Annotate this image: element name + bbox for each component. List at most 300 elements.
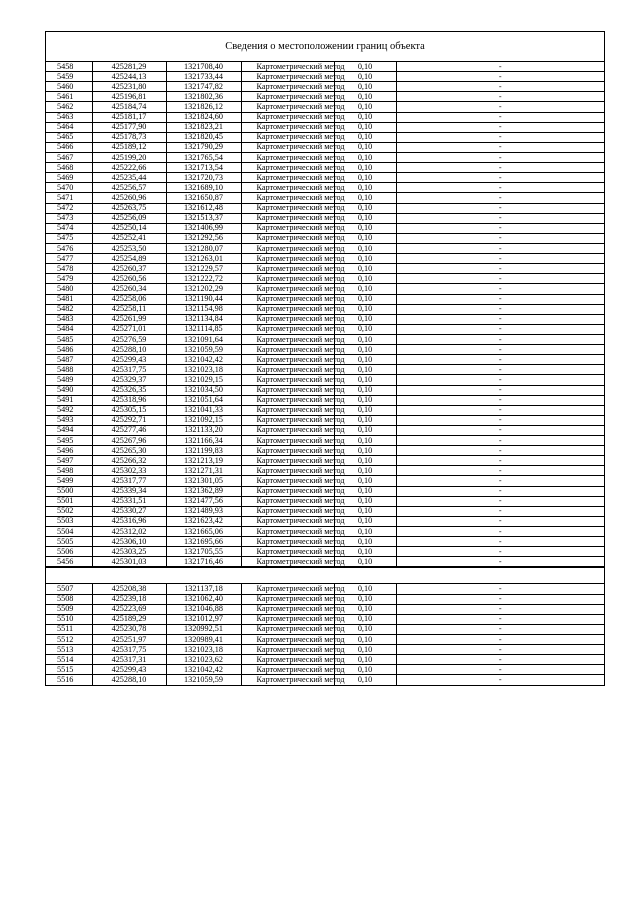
description-cell: - (396, 425, 604, 435)
table-row (46, 466, 604, 476)
y-coordinate-cell: 1321091,64 (166, 334, 241, 344)
method-cell: Картометрический метод (241, 624, 334, 634)
description-cell: - (396, 112, 604, 122)
method-cell: Картометрический метод (241, 375, 334, 385)
section-separator (46, 567, 604, 584)
accuracy-cell: 0,10 (334, 233, 396, 243)
accuracy-cell: 0,10 (334, 82, 396, 92)
coordinates-table (46, 584, 604, 684)
y-coordinate-cell: 1321023,62 (166, 655, 241, 665)
x-coordinate-cell: 425316,96 (92, 516, 166, 526)
y-coordinate-cell: 1321713,54 (166, 163, 241, 173)
method-cell: Картометрический метод (241, 655, 334, 665)
point-number-cell: 5477 (46, 254, 92, 264)
accuracy-cell: 0,10 (334, 506, 396, 516)
table-row (46, 233, 604, 243)
accuracy-cell: 0,10 (334, 456, 396, 466)
x-coordinate-cell: 425271,01 (92, 324, 166, 334)
accuracy-cell: 0,10 (334, 304, 396, 314)
method-cell: Картометрический метод (241, 456, 334, 466)
method-cell: Картометрический метод (241, 243, 334, 253)
description-cell: - (396, 163, 604, 173)
table-row (46, 395, 604, 405)
y-coordinate-cell: 1321271,31 (166, 466, 241, 476)
method-cell: Картометрический метод (241, 122, 334, 132)
method-cell: Картометрический метод (241, 92, 334, 102)
point-number-cell: 5473 (46, 213, 92, 223)
x-coordinate-cell: 425189,29 (92, 614, 166, 624)
point-number-cell: 5476 (46, 243, 92, 253)
point-number-cell: 5491 (46, 395, 92, 405)
y-coordinate-cell: 1321029,15 (166, 375, 241, 385)
table-row (46, 122, 604, 132)
y-coordinate-cell: 1321301,05 (166, 476, 241, 486)
accuracy-cell: 0,10 (334, 476, 396, 486)
point-number-cell: 5489 (46, 375, 92, 385)
y-coordinate-cell: 1321362,89 (166, 486, 241, 496)
y-coordinate-cell: 1321051,64 (166, 395, 241, 405)
y-coordinate-cell: 1321134,84 (166, 314, 241, 324)
accuracy-cell: 0,10 (334, 537, 396, 547)
x-coordinate-cell: 425281,29 (92, 62, 166, 72)
point-number-cell: 5506 (46, 547, 92, 557)
description-cell: - (396, 624, 604, 634)
y-coordinate-cell: 1321513,37 (166, 213, 241, 223)
method-cell: Картометрический метод (241, 557, 334, 567)
accuracy-cell: 0,10 (334, 594, 396, 604)
x-coordinate-cell: 425177,90 (92, 122, 166, 132)
method-cell: Картометрический метод (241, 294, 334, 304)
method-cell: Картометрический метод (241, 142, 334, 152)
method-cell: Картометрический метод (241, 163, 334, 173)
method-cell: Картометрический метод (241, 486, 334, 496)
x-coordinate-cell: 425261,99 (92, 314, 166, 324)
method-cell: Картометрический метод (241, 274, 334, 284)
x-coordinate-cell: 425317,31 (92, 655, 166, 665)
table-row (46, 655, 604, 665)
x-coordinate-cell: 425235,44 (92, 173, 166, 183)
x-coordinate-cell: 425265,30 (92, 446, 166, 456)
table-row (46, 375, 604, 385)
method-cell: Картометрический метод (241, 334, 334, 344)
method-cell: Картометрический метод (241, 436, 334, 446)
y-coordinate-cell: 1321280,07 (166, 243, 241, 253)
method-cell: Картометрический метод (241, 284, 334, 294)
y-coordinate-cell: 1321042,42 (166, 355, 241, 365)
method-cell: Картометрический метод (241, 415, 334, 425)
accuracy-cell: 0,10 (334, 446, 396, 456)
y-coordinate-cell: 1321623,42 (166, 516, 241, 526)
table-row (46, 355, 604, 365)
method-cell: Картометрический метод (241, 614, 334, 624)
y-coordinate-cell: 1321166,34 (166, 436, 241, 446)
point-number-cell: 5512 (46, 635, 92, 645)
y-coordinate-cell: 1321137,18 (166, 584, 241, 594)
accuracy-cell: 0,10 (334, 547, 396, 557)
x-coordinate-cell: 425222,66 (92, 163, 166, 173)
table-row (46, 665, 604, 675)
y-coordinate-cell: 1321477,56 (166, 496, 241, 506)
point-number-cell: 5500 (46, 486, 92, 496)
point-number-cell: 5516 (46, 675, 92, 685)
y-coordinate-cell: 1321689,10 (166, 183, 241, 193)
accuracy-cell: 0,10 (334, 324, 396, 334)
accuracy-cell: 0,10 (334, 183, 396, 193)
accuracy-cell: 0,10 (334, 203, 396, 213)
x-coordinate-cell: 425339,34 (92, 486, 166, 496)
x-coordinate-cell: 425196,81 (92, 92, 166, 102)
description-cell: - (396, 193, 604, 203)
x-coordinate-cell: 425254,89 (92, 254, 166, 264)
x-coordinate-cell: 425276,59 (92, 334, 166, 344)
description-cell: - (396, 294, 604, 304)
description-cell: - (396, 516, 604, 526)
y-coordinate-cell: 1321202,29 (166, 284, 241, 294)
point-number-cell: 5492 (46, 405, 92, 415)
accuracy-cell: 0,10 (334, 264, 396, 274)
y-coordinate-cell: 1321489,93 (166, 506, 241, 516)
coordinates-tables (46, 62, 604, 685)
y-coordinate-cell: 1321720,73 (166, 173, 241, 183)
table-row (46, 152, 604, 162)
description-cell: - (396, 635, 604, 645)
point-number-cell: 5461 (46, 92, 92, 102)
description-cell: - (396, 92, 604, 102)
point-number-cell: 5498 (46, 466, 92, 476)
description-cell: - (396, 152, 604, 162)
point-number-cell: 5481 (46, 294, 92, 304)
point-number-cell: 5503 (46, 516, 92, 526)
description-cell: - (396, 213, 604, 223)
coordinates-table (46, 62, 604, 567)
table-row (46, 163, 604, 173)
accuracy-cell: 0,10 (334, 425, 396, 435)
method-cell: Картометрический метод (241, 635, 334, 645)
method-cell: Картометрический метод (241, 82, 334, 92)
table-row (46, 274, 604, 284)
description-cell: - (396, 375, 604, 385)
point-number-cell: 5480 (46, 284, 92, 294)
method-cell: Картометрический метод (241, 547, 334, 557)
x-coordinate-cell: 425267,96 (92, 436, 166, 446)
accuracy-cell: 0,10 (334, 173, 396, 183)
point-number-cell: 5467 (46, 152, 92, 162)
y-coordinate-cell: 1321023,18 (166, 365, 241, 375)
y-coordinate-cell: 1321190,44 (166, 294, 241, 304)
description-cell: - (396, 203, 604, 213)
table-row (46, 405, 604, 415)
point-number-cell: 5465 (46, 132, 92, 142)
point-number-cell: 5515 (46, 665, 92, 675)
method-cell: Картометрический метод (241, 476, 334, 486)
description-cell: - (396, 345, 604, 355)
method-cell: Картометрический метод (241, 537, 334, 547)
accuracy-cell: 0,10 (334, 62, 396, 72)
table-row (46, 645, 604, 655)
x-coordinate-cell: 425317,77 (92, 476, 166, 486)
point-number-cell: 5456 (46, 557, 92, 567)
y-coordinate-cell: 1321747,82 (166, 82, 241, 92)
point-number-cell: 5508 (46, 594, 92, 604)
table-row (46, 82, 604, 92)
accuracy-cell: 0,10 (334, 557, 396, 567)
x-coordinate-cell: 425199,20 (92, 152, 166, 162)
accuracy-cell: 0,10 (334, 675, 396, 685)
accuracy-cell: 0,10 (334, 584, 396, 594)
table-row (46, 547, 604, 557)
boundary-coordinates-sheet (45, 31, 605, 686)
point-number-cell: 5510 (46, 614, 92, 624)
description-cell: - (396, 405, 604, 415)
table-row (46, 635, 604, 645)
table-row (46, 604, 604, 614)
point-number-cell: 5462 (46, 102, 92, 112)
method-cell: Картометрический метод (241, 72, 334, 82)
method-cell: Картометрический метод (241, 193, 334, 203)
accuracy-cell: 0,10 (334, 345, 396, 355)
method-cell: Картометрический метод (241, 314, 334, 324)
table-row (46, 557, 604, 567)
description-cell: - (396, 456, 604, 466)
description-cell: - (396, 264, 604, 274)
y-coordinate-cell: 1321820,45 (166, 132, 241, 142)
x-coordinate-cell: 425277,46 (92, 425, 166, 435)
description-cell: - (396, 436, 604, 446)
y-coordinate-cell: 1321292,56 (166, 233, 241, 243)
y-coordinate-cell: 1321612,48 (166, 203, 241, 213)
description-cell: - (396, 415, 604, 425)
accuracy-cell: 0,10 (334, 152, 396, 162)
table-row (46, 243, 604, 253)
point-number-cell: 5488 (46, 365, 92, 375)
point-number-cell: 5482 (46, 304, 92, 314)
y-coordinate-cell: 1321213,19 (166, 456, 241, 466)
y-coordinate-cell: 1321059,59 (166, 675, 241, 685)
y-coordinate-cell: 1320992,51 (166, 624, 241, 634)
method-cell: Картометрический метод (241, 584, 334, 594)
x-coordinate-cell: 425189,12 (92, 142, 166, 152)
description-cell: - (396, 243, 604, 253)
point-number-cell: 5496 (46, 446, 92, 456)
point-number-cell: 5479 (46, 274, 92, 284)
method-cell: Картометрический метод (241, 675, 334, 685)
x-coordinate-cell: 425256,57 (92, 183, 166, 193)
description-cell: - (396, 183, 604, 193)
y-coordinate-cell: 1321012,97 (166, 614, 241, 624)
table-row (46, 584, 604, 594)
point-number-cell: 5463 (46, 112, 92, 122)
accuracy-cell: 0,10 (334, 486, 396, 496)
method-cell: Картометрический метод (241, 223, 334, 233)
table-row (46, 284, 604, 294)
description-cell: - (396, 62, 604, 72)
method-cell: Картометрический метод (241, 365, 334, 375)
description-cell: - (396, 284, 604, 294)
description-cell: - (396, 584, 604, 594)
point-number-cell: 5470 (46, 183, 92, 193)
y-coordinate-cell: 1321222,72 (166, 274, 241, 284)
x-coordinate-cell: 425208,38 (92, 584, 166, 594)
point-number-cell: 5468 (46, 163, 92, 173)
y-coordinate-cell: 1321133,20 (166, 425, 241, 435)
accuracy-cell: 0,10 (334, 294, 396, 304)
table-row (46, 304, 604, 314)
table-row (46, 92, 604, 102)
point-number-cell: 5501 (46, 496, 92, 506)
table-row (46, 173, 604, 183)
page-title: Сведения о местоположении границ объекта (46, 32, 604, 62)
point-number-cell: 5493 (46, 415, 92, 425)
table-row (46, 112, 604, 122)
table-row (46, 183, 604, 193)
description-cell: - (396, 506, 604, 516)
x-coordinate-cell: 425305,15 (92, 405, 166, 415)
method-cell: Картометрический метод (241, 203, 334, 213)
x-coordinate-cell: 425301,03 (92, 557, 166, 567)
table-row (46, 527, 604, 537)
x-coordinate-cell: 425288,10 (92, 345, 166, 355)
x-coordinate-cell: 425303,25 (92, 547, 166, 557)
point-number-cell: 5466 (46, 142, 92, 152)
table-row (46, 446, 604, 456)
table-row (46, 193, 604, 203)
x-coordinate-cell: 425306,10 (92, 537, 166, 547)
x-coordinate-cell: 425253,50 (92, 243, 166, 253)
accuracy-cell: 0,10 (334, 334, 396, 344)
accuracy-cell: 0,10 (334, 405, 396, 415)
x-coordinate-cell: 425326,35 (92, 385, 166, 395)
method-cell: Картометрический метод (241, 132, 334, 142)
y-coordinate-cell: 1321716,46 (166, 557, 241, 567)
y-coordinate-cell: 1321802,36 (166, 92, 241, 102)
y-coordinate-cell: 1321042,42 (166, 665, 241, 675)
method-cell: Картометрический метод (241, 527, 334, 537)
method-cell: Картометрический метод (241, 425, 334, 435)
y-coordinate-cell: 1321790,29 (166, 142, 241, 152)
description-cell: - (396, 547, 604, 557)
point-number-cell: 5469 (46, 173, 92, 183)
accuracy-cell: 0,10 (334, 122, 396, 132)
description-cell: - (396, 102, 604, 112)
description-cell: - (396, 486, 604, 496)
point-number-cell: 5487 (46, 355, 92, 365)
table-row (46, 334, 604, 344)
y-coordinate-cell: 1321199,83 (166, 446, 241, 456)
description-cell: - (396, 466, 604, 476)
y-coordinate-cell: 1321406,99 (166, 223, 241, 233)
y-coordinate-cell: 1321034,50 (166, 385, 241, 395)
accuracy-cell: 0,10 (334, 284, 396, 294)
x-coordinate-cell: 425292,71 (92, 415, 166, 425)
method-cell: Картометрический метод (241, 446, 334, 456)
description-cell: - (396, 385, 604, 395)
accuracy-cell: 0,10 (334, 132, 396, 142)
y-coordinate-cell: 1321263,01 (166, 254, 241, 264)
description-cell: - (396, 314, 604, 324)
accuracy-cell: 0,10 (334, 112, 396, 122)
y-coordinate-cell: 1321114,85 (166, 324, 241, 334)
table-row (46, 385, 604, 395)
accuracy-cell: 0,10 (334, 72, 396, 82)
y-coordinate-cell: 1321823,21 (166, 122, 241, 132)
point-number-cell: 5504 (46, 527, 92, 537)
description-cell: - (396, 82, 604, 92)
point-number-cell: 5458 (46, 62, 92, 72)
x-coordinate-cell: 425260,56 (92, 274, 166, 284)
point-number-cell: 5502 (46, 506, 92, 516)
table-row (46, 102, 604, 112)
point-number-cell: 5495 (46, 436, 92, 446)
accuracy-cell: 0,10 (334, 624, 396, 634)
y-coordinate-cell: 1321059,59 (166, 345, 241, 355)
table-row (46, 365, 604, 375)
description-cell: - (396, 365, 604, 375)
accuracy-cell: 0,10 (334, 375, 396, 385)
method-cell: Картометрический метод (241, 264, 334, 274)
method-cell: Картометрический метод (241, 466, 334, 476)
x-coordinate-cell: 425184,74 (92, 102, 166, 112)
method-cell: Картометрический метод (241, 496, 334, 506)
x-coordinate-cell: 425302,33 (92, 466, 166, 476)
x-coordinate-cell: 425223,69 (92, 604, 166, 614)
accuracy-cell: 0,10 (334, 516, 396, 526)
accuracy-cell: 0,10 (334, 385, 396, 395)
point-number-cell: 5511 (46, 624, 92, 634)
method-cell: Картометрический метод (241, 345, 334, 355)
x-coordinate-cell: 425250,14 (92, 223, 166, 233)
y-coordinate-cell: 1321154,98 (166, 304, 241, 314)
point-number-cell: 5474 (46, 223, 92, 233)
x-coordinate-cell: 425256,09 (92, 213, 166, 223)
accuracy-cell: 0,10 (334, 496, 396, 506)
method-cell: Картометрический метод (241, 102, 334, 112)
point-number-cell: 5494 (46, 425, 92, 435)
description-cell: - (396, 665, 604, 675)
x-coordinate-cell: 425299,43 (92, 355, 166, 365)
y-coordinate-cell: 1321046,88 (166, 604, 241, 614)
y-coordinate-cell: 1321023,18 (166, 645, 241, 655)
accuracy-cell: 0,10 (334, 274, 396, 284)
method-cell: Картометрический метод (241, 183, 334, 193)
x-coordinate-cell: 425260,34 (92, 284, 166, 294)
x-coordinate-cell: 425251,97 (92, 635, 166, 645)
point-number-cell: 5514 (46, 655, 92, 665)
table-row (46, 614, 604, 624)
x-coordinate-cell: 425288,10 (92, 675, 166, 685)
description-cell: - (396, 645, 604, 655)
x-coordinate-cell: 425330,27 (92, 506, 166, 516)
y-coordinate-cell: 1321041,33 (166, 405, 241, 415)
method-cell: Картометрический метод (241, 213, 334, 223)
table-row (46, 203, 604, 213)
method-cell: Картометрический метод (241, 506, 334, 516)
table-row (46, 496, 604, 506)
point-number-cell: 5505 (46, 537, 92, 547)
description-cell: - (396, 527, 604, 537)
x-coordinate-cell: 425266,32 (92, 456, 166, 466)
table-row (46, 132, 604, 142)
method-cell: Картометрический метод (241, 112, 334, 122)
point-number-cell: 5497 (46, 456, 92, 466)
accuracy-cell: 0,10 (334, 527, 396, 537)
table-row (46, 425, 604, 435)
x-coordinate-cell: 425230,78 (92, 624, 166, 634)
table-row (46, 537, 604, 547)
x-coordinate-cell: 425181,17 (92, 112, 166, 122)
accuracy-cell: 0,10 (334, 436, 396, 446)
x-coordinate-cell: 425244,13 (92, 72, 166, 82)
y-coordinate-cell: 1321695,66 (166, 537, 241, 547)
